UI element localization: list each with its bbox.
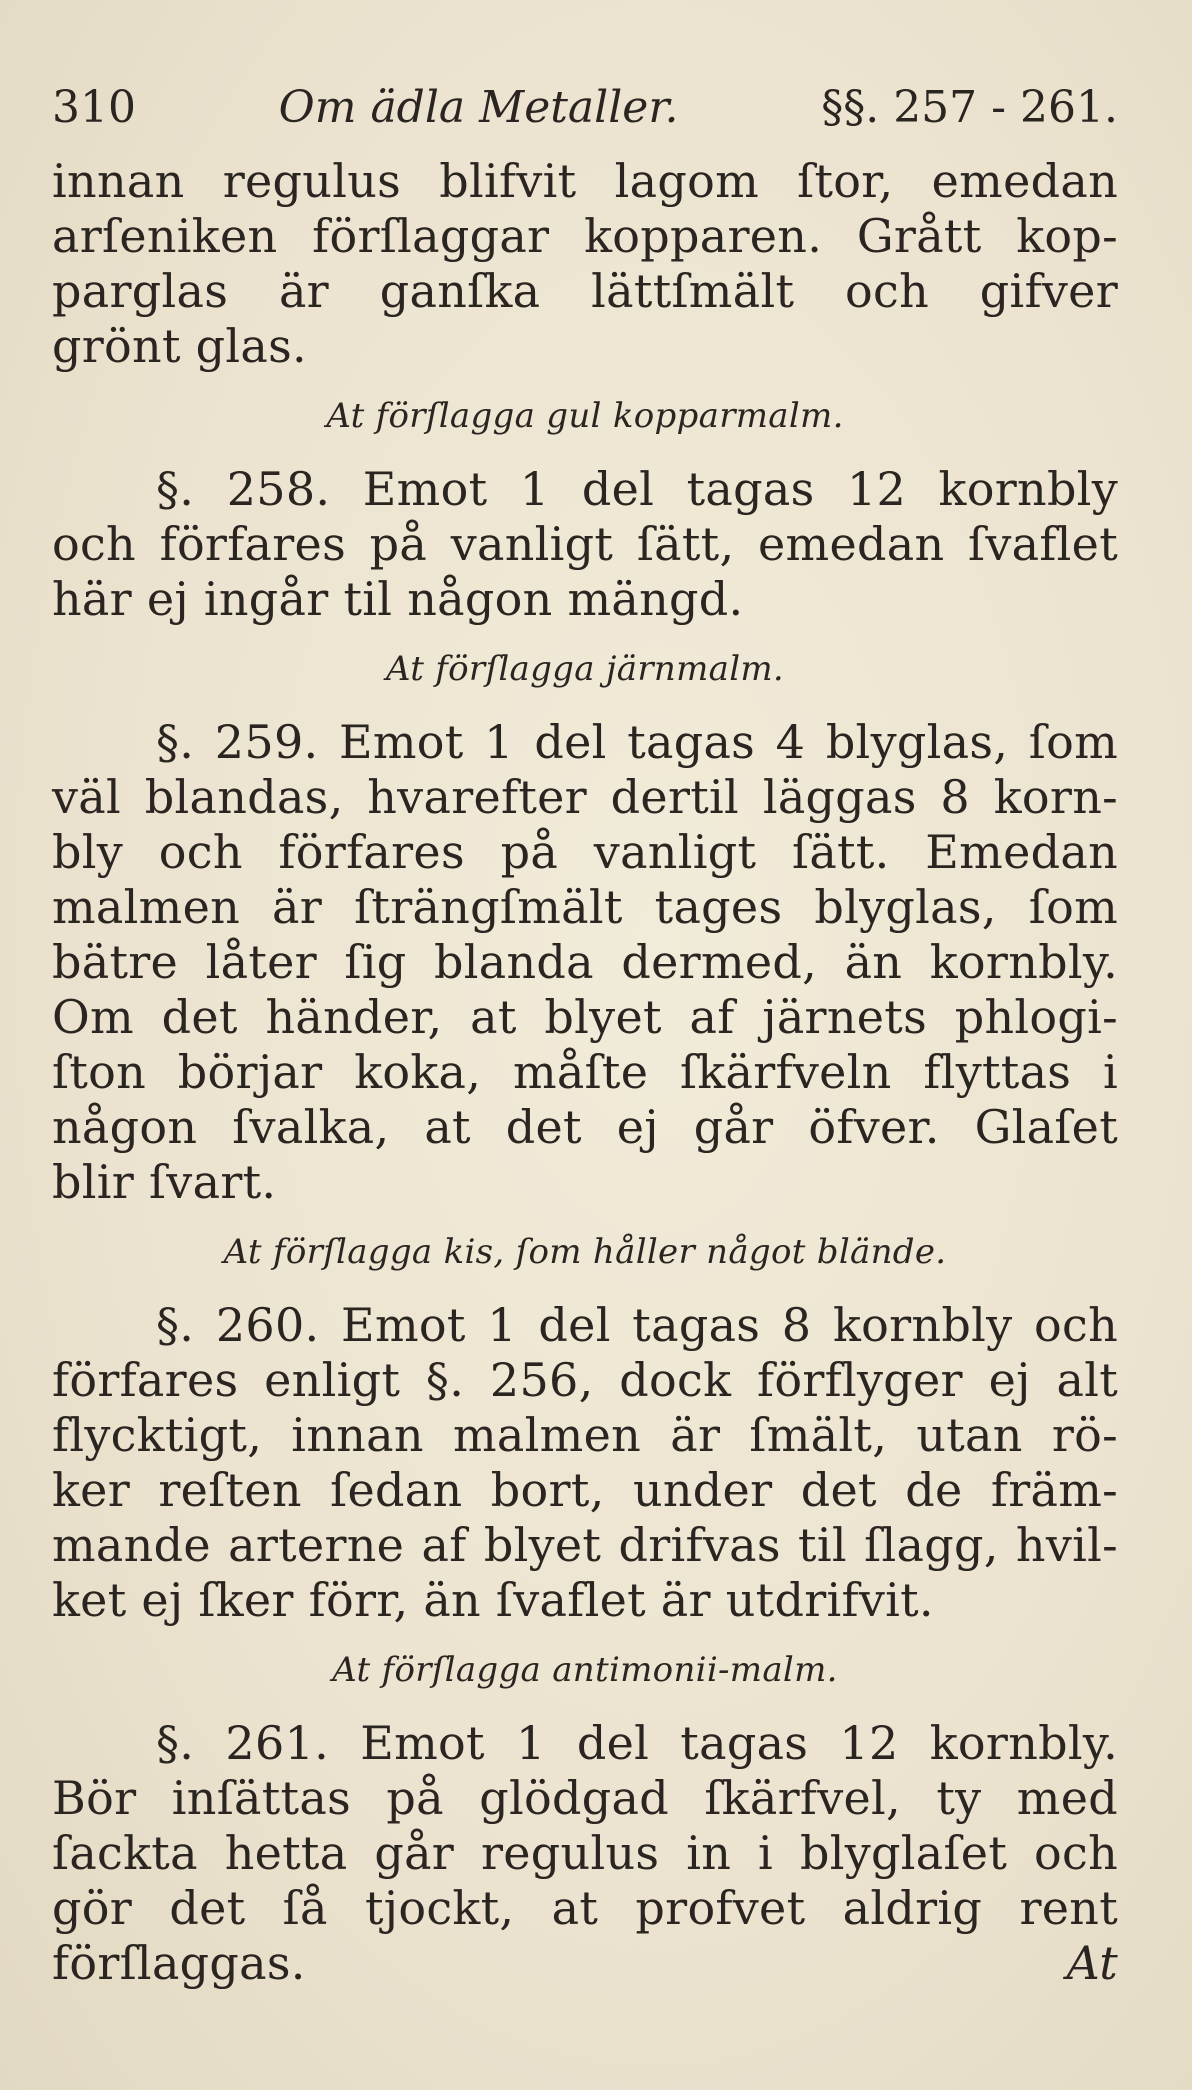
text-line: §. 261. Emot 1 del tagas 12 kornbly. xyxy=(156,1716,1118,1770)
text-line: Bör inſättas på glödgad ſkärfvel, ty med xyxy=(52,1771,1118,1825)
paragraph xyxy=(52,1716,1118,1991)
text-line: någon ſvalka, at det ej går öfver. Glaſet xyxy=(52,1100,1118,1154)
text-line: ſton börjar koka, måſte ſkärfveln flyttas i xyxy=(52,1045,1118,1099)
text-line: ket ej ſker förr, än ſvaflet är utdrifvit. xyxy=(52,1573,934,1627)
section-range: §§. 257 - 261. xyxy=(821,82,1118,133)
text-line: flycktigt, innan malmen är ſmält, utan rö- xyxy=(52,1408,1118,1462)
text-line: förſlaggas. xyxy=(52,1936,306,1990)
text-line: förfares enligt §. 256, dock förflyger ej alt xyxy=(52,1353,1118,1407)
paragraph xyxy=(52,1298,1118,1628)
section-subheading: At förſlagga kis, ſom håller något blände. xyxy=(223,1232,947,1272)
text-line: här ej ingår til någon mängd. xyxy=(52,572,744,626)
final-line xyxy=(52,1936,1118,1991)
text-line: ſackta hetta går regulus in i blyglaſet och xyxy=(52,1826,1118,1880)
paragraph xyxy=(52,154,1118,374)
page-number: 310 xyxy=(52,82,136,133)
text-line: väl blandas, hvarefter dertil läggas 8 korn- xyxy=(52,770,1118,824)
text-line: arſeniken förſlaggar kopparen. Grått kop- xyxy=(52,209,1118,263)
text-line: malmen är ſträngſmält tages blyglas, ſom xyxy=(52,880,1118,934)
text-line: §. 258. Emot 1 del tagas 12 kornbly xyxy=(156,462,1118,516)
page-body xyxy=(52,154,1118,1991)
text-line: parglas är ganſka lättſmält och gifver xyxy=(52,264,1118,318)
text-line: mande arterne af blyet drifvas til ſlagg, hvil- xyxy=(52,1518,1118,1572)
text-line: innan regulus blifvit lagom ſtor, emedan xyxy=(52,154,1118,208)
text-line: bly och förfares på vanligt ſätt. Emedan xyxy=(52,825,1118,879)
section-subheading: At förſlagga antimonii-malm. xyxy=(332,1650,838,1690)
running-head xyxy=(52,78,1118,138)
running-title: Om ädla Metaller. xyxy=(278,82,679,133)
text-line: Om det händer, at blyet af järnets phlogi- xyxy=(52,990,1118,1044)
text-line: §. 259. Emot 1 del tagas 4 blyglas, ſom xyxy=(156,715,1118,769)
text-line: §. 260. Emot 1 del tagas 8 kornbly och xyxy=(156,1298,1118,1352)
paragraph xyxy=(52,462,1118,627)
text-line: och förfares på vanligt ſätt, emedan ſvaflet xyxy=(52,517,1118,571)
section-subheading: At förſlagga järnmalm. xyxy=(385,649,785,689)
text-line: grönt glas. xyxy=(52,319,307,373)
text-line: ker reſten ſedan bort, under det de främ- xyxy=(52,1463,1118,1517)
text-line: blir ſvart. xyxy=(52,1155,277,1209)
section-subheading: At förſlagga gul kopparmalm. xyxy=(326,396,844,436)
text-line: bätre låter ſig blanda dermed, än kornbly. xyxy=(52,935,1118,989)
paragraph xyxy=(52,715,1118,1210)
text-line: gör det ſå tjockt, at profvet aldrig rent xyxy=(52,1881,1118,1935)
catchword: At xyxy=(1066,1936,1118,1990)
